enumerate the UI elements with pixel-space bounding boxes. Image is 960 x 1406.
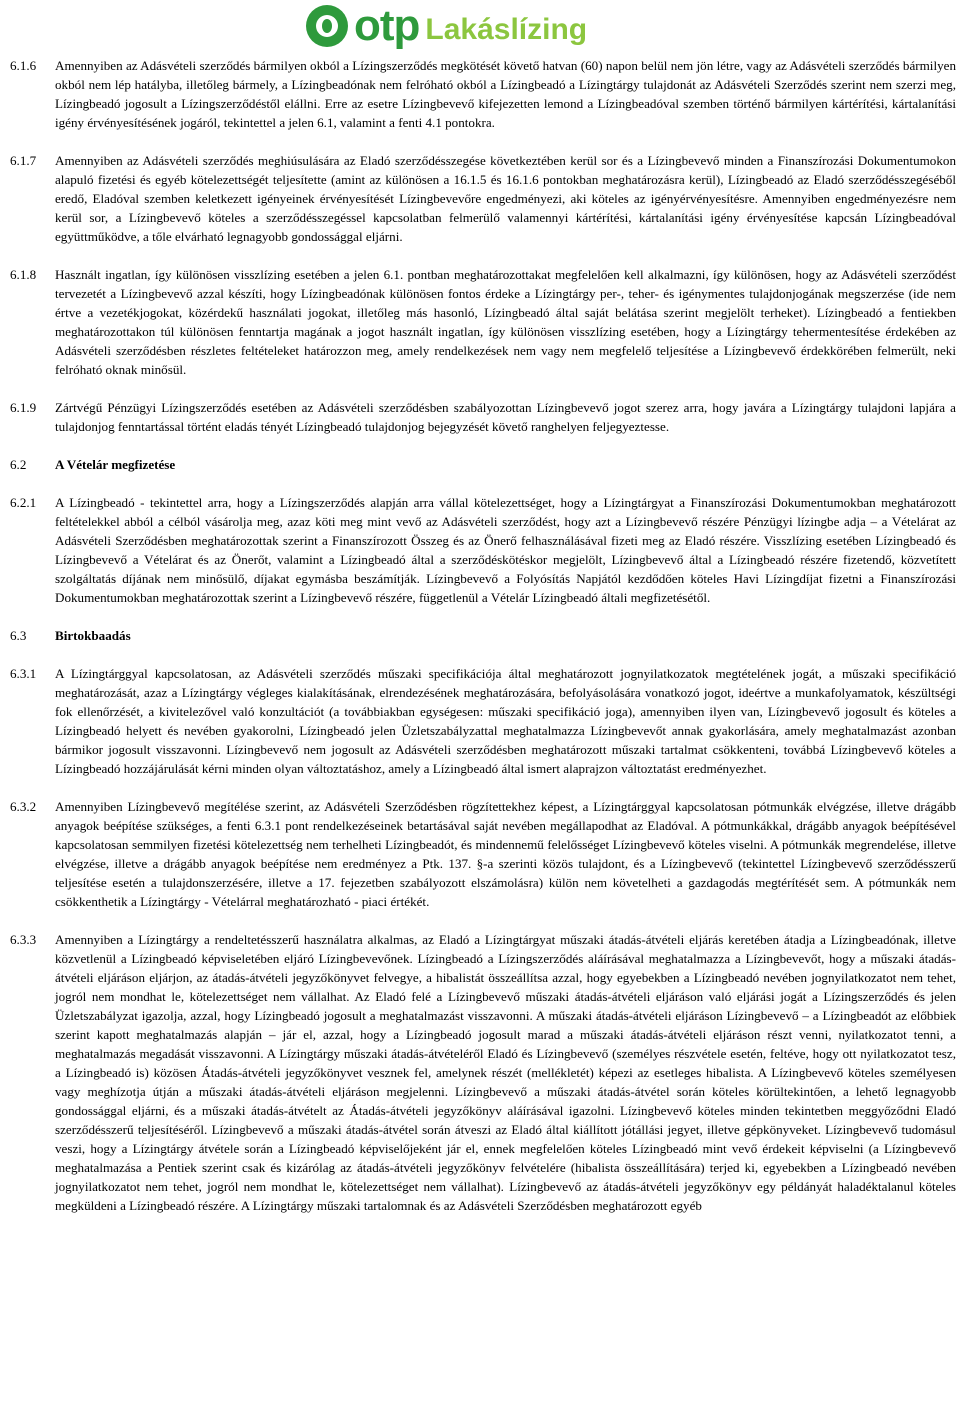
section-6-3-3 — [10, 930, 956, 1215]
section-number: 6.1.7 — [10, 153, 37, 168]
document-body — [10, 56, 956, 1215]
section-text: Amennyiben az Adásvételi szerződés meghiúsulására az Eladó szerződésszegése következtében kerül sor és a Lízingbevevő minden a Finanszírozási Dokumentumokon alapuló fizetési és egyéb kötelezettségét teljesítette (amint az különösen a 16.1.5 és 16.1.6 pontokban meghatározásra kerül), Lízingbeadó az Eladó szerződésszegéséből eredő, Eladóval szemben keletkezett igényeinek érvényesítését Lízingbevevőre engedményezi, aki köteles az igényérvényesítésre. Amennyiben engedményezésre nem kerül sor, a Lízingbevevő köteles a szerződésszegéssel kapcsolatban felmerülő valamennyi kártérítési, kártalanítási igény érvényesítése kapcsán Lízingbeadóval együttműködve, a tőle elvárható legnagyobb gondossággal eljárni. — [55, 153, 956, 244]
section-6-1-6 — [10, 56, 956, 132]
section-number: 6.3.2 — [10, 799, 37, 814]
section-text: Amennyiben az Adásvételi szerződés bármilyen okból a Lízingszerződés megkötését követő hatvan (60) napon belül nem jön létre, vagy az Adásvételi szerződés bármilyen okból nem lép hatályba, illetőleg bármely, a Lízingbeadónak nem felróható okból a Lízingbeadó a Lízingtárgy tulajdonát az Adásvételi Szerződés szerint nem szerzi meg, Lízingbeadó jogosult a Lízingszerződéstől elállni. Erre az esetre Lízingbevevő kifejezetten lemond a Lízingbeadóval szemben történő bármilyen kártérítési, kártalanítási igény érvényesítésének jogáról, tekintettel a jelen 6.1, valamint a fenti 4.1 pontokra. — [55, 58, 956, 130]
section-text: Zártvégű Pénzügyi Lízingszerződés esetében az Adásvételi szerződésben szabályozottan Lízingbevevő jogot szerez arra, hogy javára a Lízingtárgy tulajdoni lapjára a tulajdonjog fenntartással történt eladás tényét Lízingbeadó tulajdonjog bejegyzését követő ranghelyen feljegyeztesse. — [55, 400, 956, 434]
section-number: 6.3 — [10, 628, 27, 643]
section-number: 6.1.9 — [10, 400, 37, 415]
section-heading: Birtokbaadás — [55, 628, 131, 643]
section-text: A Lízingtárggyal kapcsolatosan, az Adásvételi szerződés műszaki specifikációja által meghatározott jognyilatkozatok megtételének jogát, a műszaki specifikáció meghatározását, azaz a Lízingtárgy végleges kialakításának, elrendezésének meghatározására, befolyásolására vonatkozó jogot, ideértve a munkafolyamatok, készültségi fok ellenőrzését, a kivitelezővel való konzultációt (a továbbiakban egységesen: műszaki specifikáció joga), amennyiben ilyen van, Lízingbevevő jogosult és köteles a Lízingbeadó helyett és nevében gyakorolni, Lízingbeadó jelen Üzletszabályzattal meghatalmazza Lízingbevevőt annak gyakorlására, amely meghatalmazást azonban bármikor jogosult visszavonni. Lízingbevevő nem jogosult az Adásvételi szerződésben meghatározott műszaki tartalmat csökkenteni, továbbá Lízingbevevő köteles a Lízingbeadó hozzájárulását kérni minden olyan változtatáshoz, amely a Lízingbeadó által ismert alaprajzon változtatást eredményezhet. — [55, 666, 956, 776]
section-6-1-9 — [10, 398, 956, 436]
section-number: 6.3.1 — [10, 666, 37, 681]
section-text: A Lízingbeadó - tekintettel arra, hogy a Lízingszerződés alapján arra vállal kötelezettséget, hogy a Lízingtárgyat a Finanszírozási Dokumentumokban meghatározott feltételekkel abból a célból vásárolja meg, azaz köti meg mint vevő az Adásvételi szerződést, hogy azt a Lízingbevevő részére Pénzügyi lízingbe adja – a Vételárat az Adásvételi Szerződésben meghatározottak szerint a Finanszírozott Összeg és az Önerő felhasználásával fizeti meg az Eladó részére. Visszlízing esetében Lízingbeadó és Lízingbevevő a Vételárat és az Önerőt, valamint a Lízingbeadó által a szerződéskötéskor megjelölt, Lízingbevevő által a Lízingbeadó részére fizetendő, közvetített szolgáltatás díjának nem minősülő, díjakat egymásba beszámítják. Lízingbevevő a Folyósítás Napjától kezdődően köteles Havi Lízingdíjat fizetni a Finanszírozási Dokumentumokban meghatározottak szerint a Lízingbevevő részére, függetlenül a Vételár Lízingbeadó általi megfizetésétől. — [55, 495, 956, 605]
section-number: 6.1.8 — [10, 267, 37, 282]
logo-product: Lakáslízing — [425, 13, 588, 46]
otp-lakaslizing-logo — [306, 2, 587, 50]
otp-logo-icon — [306, 5, 348, 47]
section-text: Amennyiben Lízingbevevő megítélése szerint, az Adásvételi Szerződésben rögzítettekhez képest, a Lízingtárggyal kapcsolatosan pótmunkák elvégzése, illetve drágább anyagok beépítése szükséges, a fenti 6.3.1 pont rendelkezéseinek betartásával saját nevében megállapodhat az Eladóval. A pótmunkákkal, drágább anyagok beépítésével kapcsolatosan semmilyen fizetési kötelezettség nem terhelheti Lízingbeadót, és mindennemű felelősséget Lízingbevevő köteles viselni. A pótmunkák megrendelése, illetve elvégzése, illetve a drágább anyagok beépítése nem eredményez a Ptk. 137. §-a szerinti közös tulajdont, és a Lízingbevevő (tekintettel Lízingbevevő szerződésszerű teljesítése esetén a tulajdonszerzésére, illetve a 17. fejezetben szabályozott elszámolásra) külön nem követelheti a gazdagodás megtérítését sem. A pótmunkák nem csökkenthetik a Lízingtárgy - Vételárral meghatározható - piaci értékét. — [55, 799, 956, 909]
section-number: 6.2 — [10, 457, 27, 472]
section-6-3-1 — [10, 664, 956, 778]
section-6-2-1 — [10, 493, 956, 607]
section-6-3-2 — [10, 797, 956, 911]
section-6-1-7 — [10, 151, 956, 246]
section-6-1-8 — [10, 265, 956, 379]
section-number: 6.3.3 — [10, 932, 37, 947]
section-number: 6.1.6 — [10, 58, 37, 73]
section-6-3-heading — [10, 626, 956, 645]
section-heading: A Vételár megfizetése — [55, 457, 176, 472]
section-6-2-heading — [10, 455, 956, 474]
section-number: 6.2.1 — [10, 495, 37, 510]
section-text: Használt ingatlan, így különösen visszlízing esetében a jelen 6.1. pontban meghatározottakat megfelelően kell alkalmazni, így különösen, hogy az Adásvételi szerződést tervezetét a Lízingbevevő azzal készíti, hogy Lízingbeadónak különösen fontos érdeke a Lízingtárgy per-, teher- és igénymentes tulajdonjogának megszerzése (ide nem értve a vezetékjogokat, közérdekű használati jogokat, illetőleg más hasonló, Lízingbeadó által saját belátása szerint megjelölt terheket). Lízingbeadó a fentiekben meghatározottakon túl különösen fenntartja magának a jogot használt ingatlan, így különösen visszlízing esetében, hogy a Lízingtárgy tehermentesítése érdekében az Adásvételi szerződésben részletes feltételeket határozzon meg, amely rendelkezések nem vagy nem megfelelő teljesítése a Lízingbevevő érdekkörében felmerült, neki felróható oknak minősül. — [55, 267, 956, 377]
section-text: Amennyiben a Lízingtárgy a rendeltetésszerű használatra alkalmas, az Eladó a Lízingtárgyat műszaki átadás-átvételi eljárás keretében átadja a Lízingbeadónak, illetve közvetlenül a Lízingbeadó képviseletében eljáró Lízingbevevőnek. Lízingbeadó a Lízingszerződés aláírásával meghatalmazza a Lízingbevevőt, hogy a műszaki átadás-átvételi eljáráson eljárjon, az átadás-átvételi jegyzőkönyvet felvegye, a hibalistát összeállítsa azzal, hogy egyebekben a Lízingbeadó nevében jognyilatkozatot nem tehet, jogról nem mondhat le, kötelezettséget nem vállalhat. Az Eladó felé a Lízingbevevő műszaki átadás-átvételi eljáráson való eljárási jogát a Lízingszerződés és jelen Üzletszabályzat igazolja, azzal, hogy Lízingbeadó jogosult a meghatalmazást visszavonni. A műszaki átadás-átvételi eljáráson Lízingbevevő – a Lízingbeadót az előbbiek szerint kapott meghatalmazás alapján – jár el, azzal, hogy a Lízingbeadó jogosult marad a műszaki átadás-átvételi eljáráson részt venni, nyilatkozatot tenni, a meghatalmazás megadását visszavonni. A Lízingtárgy műszaki átadás-átvételéről Eladó és Lízingbevevő (személyes részvétele esetén, feltéve, hogy ott nyilatkozatot tesz, a Lízingbeadó is) közösen Átadás-átvételi jegyzőkönyvet vesznek fel, amelynek részét (mellékletét) képezi az esetleges hibalista. A Lízingbevevő köteles személyesen vagy meghízotja útján a műszaki átadás-átvételi eljáráson megjelenni. Lízingbevevő a műszaki átadás-átvétel során köteles körültekintően, a lehető legnagyobb gondossággal eljárni, és a műszaki átadás-átvételt az Átadás-átvételi jegyzőkönyv aláírásával igazolni. Lízingbevevő köteles minden tekintetben meggyőződni Eladó szerződésszerű teljesítéséről. Lízingbevevő a műszaki átadás-átvétel során átveszi az Eladó által kiállított jótállási jegyet, illetve gépkönyveket. Lízingbevevő tudomásul veszi, hogy a Lízingtárgy átvétele során a Lízingbeadó képviselőjeként jár el, ennek megfelelően köteles Lízingbeadó mint vevő érdekeit képviselni (a Lízingbevevő meghatalmazása a Pentiek szerint csak és kizárólag az átadás-átvételi jegyzőkönyv felvételére (hibalista összeállítására) terjed ki, egyebekben a Lízingbeadó nevében jognyilatkozatot nem tehet, jogról nem mondhat le, kötelezettséget nem vállalhat). Lízingbevevő az átadás-átvételi jegyzőkönyv egy példányát haladéktalanul köteles megküldeni a Lízingbeadó részére. A Lízingtárgy műszaki tartalomnak és az Adásvételi Szerződésben meghatározott egyéb — [55, 932, 956, 1213]
logo-brand: otp — [354, 1, 420, 50]
